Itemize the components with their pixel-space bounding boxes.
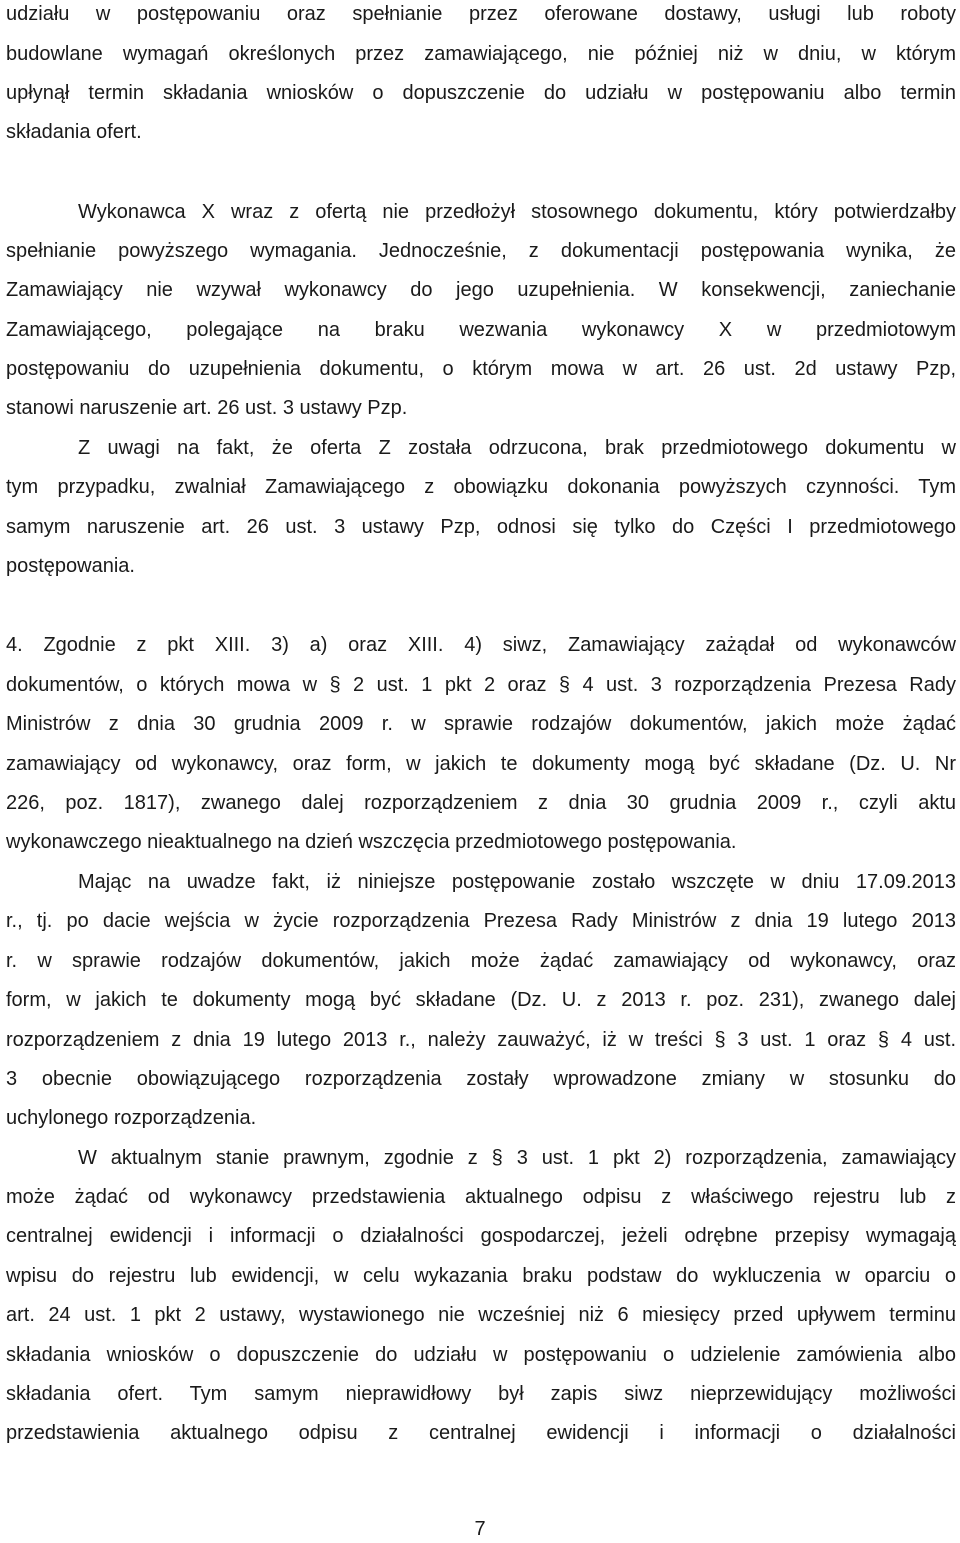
- text-line: budowlane wymagań określonych przez zamawiającego, nie później niż w dniu, w którym: [6, 43, 956, 65]
- text-line: postępowania.: [6, 555, 135, 577]
- text-line: dokumentów, o których mowa w § 2 ust. 1 pkt 2 oraz § 4 ust. 3 rozporządzenia Prezesa Rady: [6, 674, 956, 696]
- text-line: postępowaniu do uzupełnienia dokumentu, o którym mowa w art. 26 ust. 2d ustawy Pzp,: [6, 358, 956, 380]
- text-line: Zamawiający nie wzywał wykonawcy do jego uzupełnienia. W konsekwencji, zaniechanie: [6, 279, 956, 301]
- text-line: spełnianie powyższego wymagania. Jednocześnie, z dokumentacji postępowania wynika, że: [6, 240, 956, 262]
- text-line: uchylonego rozporządzenia.: [6, 1107, 257, 1129]
- text-line: form, w jakich te dokumenty mogą być składane (Dz. U. z 2013 r. poz. 231), zwanego dalej: [6, 989, 956, 1011]
- text-line: Mając na uwadze fakt, iż niniejsze postępowanie zostało wszczęte w dniu 17.09.2013: [78, 871, 956, 893]
- text-line: składania wniosków o dopuszczenie do udziału w postępowaniu o udzielenie zamówienia albo: [6, 1344, 956, 1366]
- text-line: stanowi naruszenie art. 26 ust. 3 ustawy Pzp.: [6, 397, 408, 419]
- text-line: wykonawczego nieaktualnego na dzień wszczęcia przedmiotowego postępowania.: [6, 831, 737, 853]
- text-line: Ministrów z dnia 30 grudnia 2009 r. w sprawie rodzajów dokumentów, jakich może żądać: [6, 713, 956, 735]
- text-line: udziału w postępowaniu oraz spełnianie przez oferowane dostawy, usługi lub roboty: [6, 3, 956, 25]
- text-line: samym naruszenie art. 26 ust. 3 ustawy Pzp, odnosi się tylko do Części I przedmiotowego: [6, 516, 956, 538]
- text-line: Z uwagi na fakt, że oferta Z została odrzucona, brak przedmiotowego dokumentu w: [78, 437, 956, 459]
- text-line: art. 24 ust. 1 pkt 2 ustawy, wystawionego nie wcześniej niż 6 miesięcy przed upływem terminu: [6, 1304, 956, 1326]
- text-line: 226, poz. 1817), zwanego dalej rozporządzeniem z dnia 30 grudnia 2009 r., czyli aktu: [6, 792, 956, 814]
- text-line: rozporządzeniem z dnia 19 lutego 2013 r., należy zauważyć, iż w treści § 3 ust. 1 oraz § 4 ust.: [6, 1029, 956, 1051]
- text-line: centralnej ewidencji i informacji o działalności gospodarczej, jeżeli odrębne przepisy wymagają: [6, 1225, 956, 1247]
- text-line: wpisu do rejestru lub ewidencji, w celu wykazania braku podstaw do wykluczenia w oparciu o: [6, 1265, 956, 1287]
- text-line: r. w sprawie rodzajów dokumentów, jakich może żądać zamawiający od wykonawcy, oraz: [6, 950, 956, 972]
- text-line: składania ofert. Tym samym nieprawidłowy był zapis siwz nieprzewidujący możliwości: [6, 1383, 956, 1405]
- text-line: W aktualnym stanie prawnym, zgodnie z § 3 ust. 1 pkt 2) rozporządzenia, zamawiający: [78, 1147, 956, 1169]
- text-line: tym przypadku, zwalniał Zamawiającego z obowiązku dokonania powyższych czynności. Tym: [6, 476, 956, 498]
- page-number: 7: [474, 1518, 486, 1540]
- text-line: przedstawienia aktualnego odpisu z centralnej ewidencji i informacji o działalności: [6, 1422, 956, 1444]
- text-line: 3 obecnie obowiązującego rozporządzenia zostały wprowadzone zmiany w stosunku do: [6, 1068, 956, 1090]
- text-line: 4. Zgodnie z pkt XIII. 3) a) oraz XIII. 4) siwz, Zamawiający zażądał od wykonawców: [6, 634, 956, 656]
- text-line: może żądać od wykonawcy przedstawienia aktualnego odpisu z właściwego rejestru lub z: [6, 1186, 956, 1208]
- text-line: Zamawiającego, polegające na braku wezwania wykonawcy X w przedmiotowym: [6, 319, 956, 341]
- text-line: składania ofert.: [6, 121, 142, 143]
- text-line: Wykonawca X wraz z ofertą nie przedłożył stosownego dokumentu, który potwierdzałby: [78, 201, 956, 223]
- text-line: upłynął termin składania wniosków o dopuszczenie do udziału w postępowaniu albo termin: [6, 82, 956, 104]
- text-line: r., tj. po dacie wejścia w życie rozporządzenia Prezesa Rady Ministrów z dnia 19 lutego 2013: [6, 910, 956, 932]
- text-line: zamawiający od wykonawcy, oraz form, w jakich te dokumenty mogą być składane (Dz. U. Nr: [6, 753, 956, 775]
